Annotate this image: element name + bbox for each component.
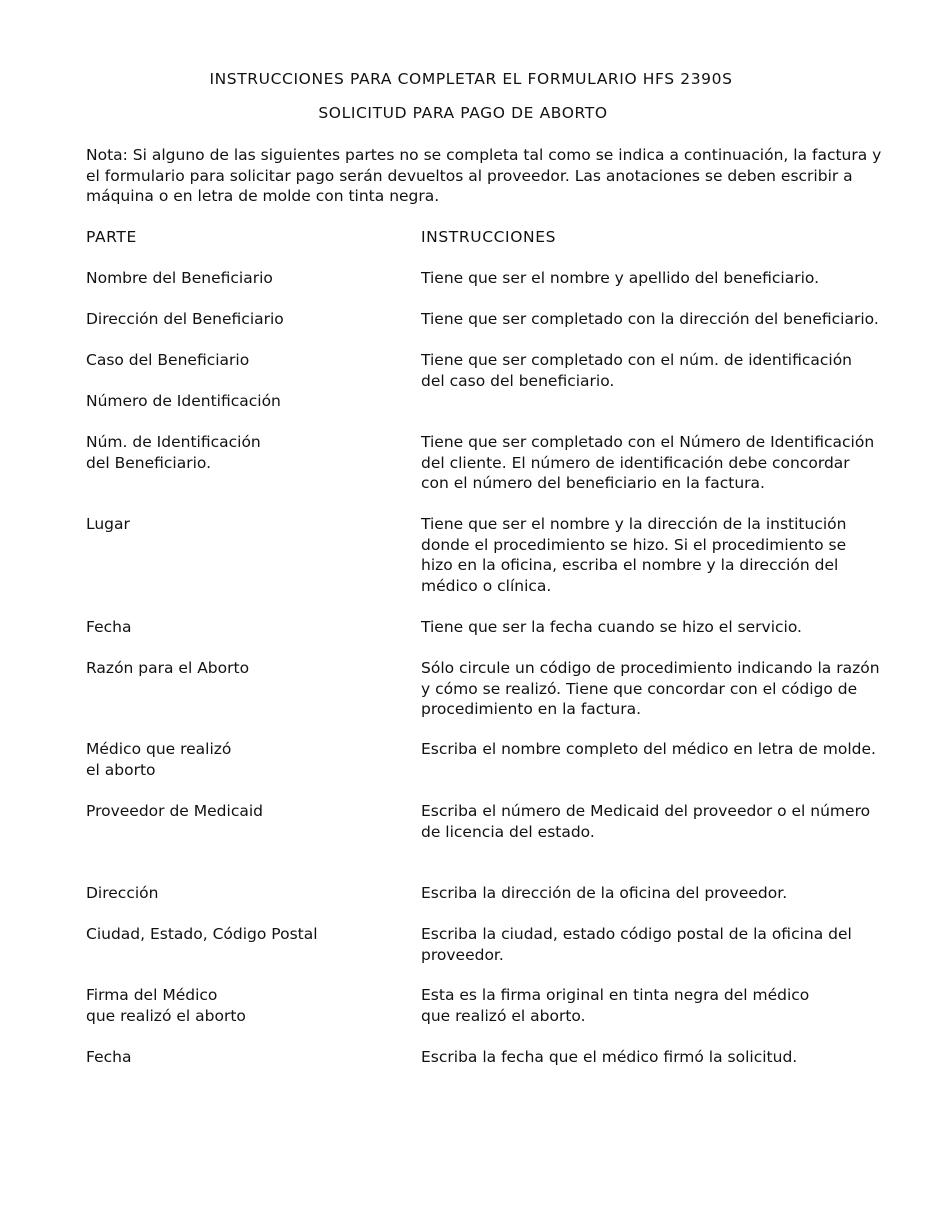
- row-instruction: Tiene que ser completado con el Número de Identificación del cliente. El número de identificación debe concordar con el número del beneficiario en la factura.: [421, 433, 875, 492]
- row-part: Caso del Beneficiario: [86, 351, 250, 369]
- row-instruction: Tiene que ser el nombre y la dirección de la institución donde el procedimiento se hizo. Si el procedimiento se hizo en la oficina, escriba el nombre y la dirección del médico o clínica.: [421, 515, 847, 595]
- row-part: Dirección del Beneficiario: [86, 310, 284, 328]
- row-instruction: Tiene que ser el nombre y apellido del beneficiario.: [421, 269, 820, 287]
- row-part: Núm. de Identificación del Beneficiario.: [86, 433, 261, 472]
- instructions-column-header: INSTRUCCIONES: [421, 228, 557, 246]
- row-instruction: Tiene que ser la fecha cuando se hizo el servicio.: [421, 618, 802, 636]
- row-instruction: Sólo circule un código de procedimiento indicando la razón y cómo se realizó. Tiene que concordar con el código de procedimiento en la factura.: [421, 659, 880, 718]
- row-part: Proveedor de Medicaid: [86, 802, 263, 820]
- row-part: Fecha: [86, 618, 132, 636]
- row-instruction: Escriba el nombre completo del médico en letra de molde.: [421, 740, 876, 758]
- document-subtitle: SOLICITUD PARA PAGO DE ABORTO: [318, 104, 608, 122]
- row-part: Fecha: [86, 1048, 132, 1066]
- row-part: Dirección: [86, 884, 159, 902]
- row-instruction: Escriba la ciudad, estado código postal de la oficina del proveedor.: [421, 925, 852, 964]
- row-instruction: Esta es la firma original en tinta negra del médico que realizó el aborto.: [421, 986, 810, 1025]
- row-part: Médico que realizó el aborto: [86, 740, 232, 779]
- row-part: Firma del Médico que realizó el aborto: [86, 986, 246, 1025]
- part-column-header: PARTE: [86, 228, 137, 246]
- document-title: INSTRUCCIONES PARA COMPLETAR EL FORMULARIO HFS 2390S: [209, 70, 733, 88]
- row-part: Lugar: [86, 515, 130, 533]
- row-part: Nombre del Beneficiario: [86, 269, 273, 287]
- row-part: Ciudad, Estado, Código Postal: [86, 925, 318, 943]
- row-part: Número de Identificación: [86, 392, 281, 410]
- row-instruction: Escriba la dirección de la oficina del proveedor.: [421, 884, 788, 902]
- note-paragraph: Nota: Si alguno de las siguientes partes no se completa tal como se indica a continuación, la factura y el formulario para solicitar pago serán devueltos al proveedor. Las anotaciones se deben escribir a máquina o en letra de molde con tinta negra.: [86, 146, 882, 205]
- row-instruction: Tiene que ser completado con el núm. de identificación del caso del beneficiario.: [421, 351, 853, 390]
- row-part: Razón para el Aborto: [86, 659, 250, 677]
- row-instruction: Escriba el número de Medicaid del proveedor o el número de licencia del estado.: [421, 802, 871, 841]
- row-instruction: Escriba la fecha que el médico firmó la solicitud.: [421, 1048, 798, 1066]
- row-instruction: Tiene que ser completado con la dirección del beneficiario.: [421, 310, 879, 328]
